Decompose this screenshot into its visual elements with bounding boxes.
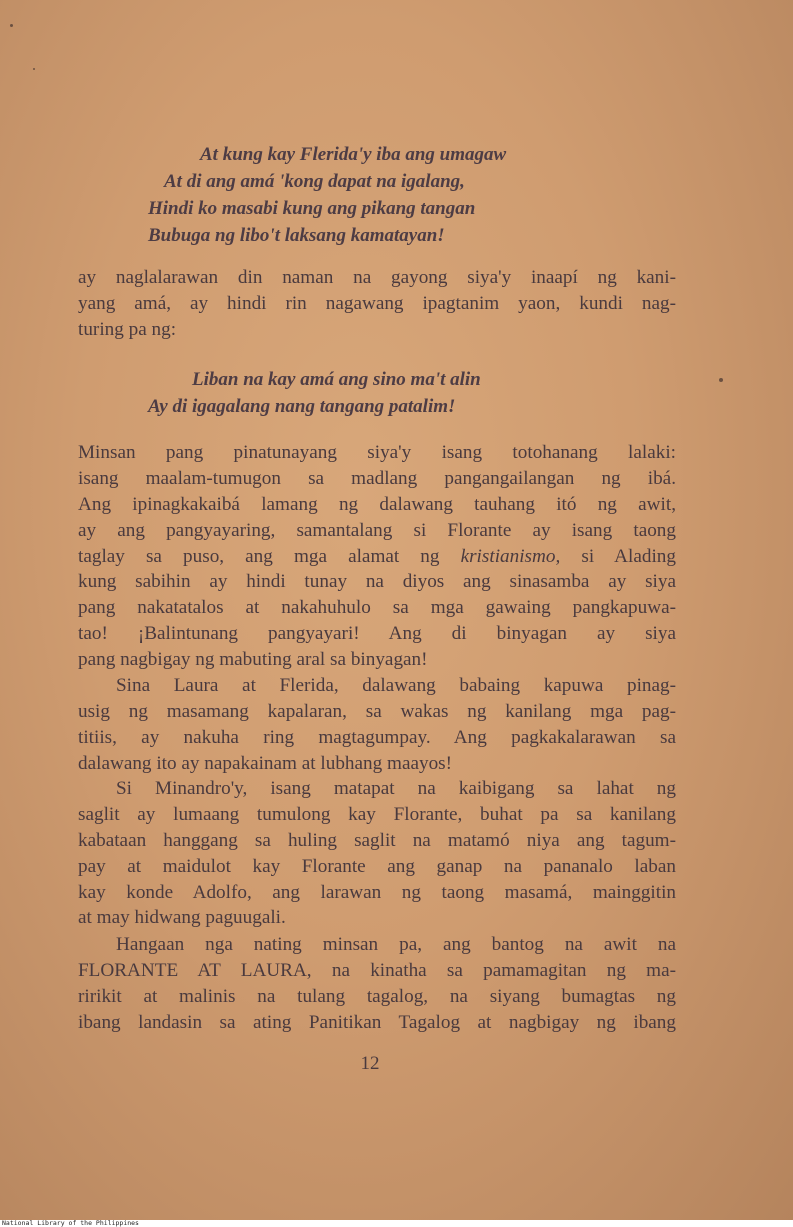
text-line: dalawang ito ay napakainam at lubhang maayos! <box>78 752 453 774</box>
library-credit: National Library of the Philippines <box>2 1219 139 1227</box>
footer-bar <box>0 1220 793 1227</box>
paragraph-laura-flerida <box>78 673 676 777</box>
text-line: FLORANTE AT LAURA, na kinatha sa pamamagitan ng ma- <box>78 959 676 981</box>
page-number: 12 <box>360 1053 380 1074</box>
verse-line: At kung kay Flerida'y iba ang umagaw <box>200 144 507 165</box>
text-line: Si Minandro'y, isang matapat na kaibigang sa lahat ng <box>116 778 676 799</box>
paragraph-minandro <box>78 776 676 931</box>
text-line: Ang ipinagkakaibá lamang ng dalawang tauhang itó ng awit, <box>78 493 676 515</box>
text-line: ririkit at malinis na tulang tagalog, na siyang bumagtas ng <box>78 985 676 1007</box>
verse-line: Hindi ko masabi kung ang pikang tangan <box>148 198 476 219</box>
dust-speck <box>10 24 13 27</box>
text-line: ay naglalarawan din naman na gayong siya'y inaapí ng kani- <box>78 267 676 288</box>
text-line: pang nakatatalos at nakahuhulo sa mga gawaing pangkapuwa- <box>78 597 676 619</box>
text-line: turing pa ng: <box>78 318 177 340</box>
paragraph-closing <box>78 932 676 1036</box>
text-line: Minsan pang pinatunayang siya'y isang totohanang lalaki: <box>78 442 676 463</box>
verse-line: Bubuga ng libo't laksang kamatayan! <box>148 225 445 246</box>
text-line-with-italic: taglay sa puso, ang mga alamat ng kristianismo, si Alading <box>78 545 676 567</box>
dust-speck <box>33 68 35 70</box>
paragraph-continuation <box>78 265 676 343</box>
italic-term: kristianismo, <box>460 545 561 567</box>
text-line: at may hidwang paguugali. <box>78 907 286 929</box>
text-line: titiis, ay nakuha ring magtagumpay. Ang pagkakalarawan sa <box>78 726 676 748</box>
verse-stanza-2 <box>148 366 481 420</box>
verse-line: Liban na kay amá ang sino ma't alin <box>192 369 481 390</box>
text-line: isang maalam-tumugon sa madlang pangangailangan ng ibá. <box>78 467 676 489</box>
text-line: kung sabihin ay hindi tunay na diyos ang sinasamba ay siya <box>78 571 676 593</box>
verse-stanza-1 <box>148 141 506 249</box>
text-line: ay ang pangyayaring, samantalang si Florante ay isang taong <box>78 519 676 541</box>
text-line: ibang landasin sa ating Panitikan Tagalog at nagbigay ng ibang <box>78 1011 676 1033</box>
verse-line: Ay di igagalang nang tangang patalim! <box>148 396 456 417</box>
text-line: Sina Laura at Flerida, dalawang babaing kapuwa pinag- <box>116 675 676 696</box>
text-line: yang amá, ay hindi rin nagawang ipagtanim yaon, kundi nag- <box>78 292 676 314</box>
verse-line: At di ang amá 'kong dapat na igalang, <box>164 171 465 192</box>
text-line: kabataan hanggang sa huling saglit na matamó niya ang tagum- <box>78 829 676 851</box>
text-line: tao! ¡Balintunang pangyayari! Ang di binyagan ay siya <box>78 623 676 645</box>
text-line: pay at maidulot kay Florante ang ganap na pananalo laban <box>78 855 676 877</box>
dust-speck <box>719 378 723 382</box>
text-line: saglit ay lumaang tumulong kay Florante, buhat pa sa kanilang <box>78 803 676 825</box>
text-line: Hangaan nga nating minsan pa, ang bantog na awit na <box>116 934 676 955</box>
text-line: kay konde Adolfo, ang larawan ng taong masamá, mainggitin <box>78 881 676 903</box>
paragraph-alading <box>78 440 676 673</box>
text-line: pang nagbigay ng mabuting aral sa binyagan! <box>78 649 428 671</box>
text-line: usig ng masamang kapalaran, sa wakas ng kanilang mga pag- <box>78 700 676 722</box>
